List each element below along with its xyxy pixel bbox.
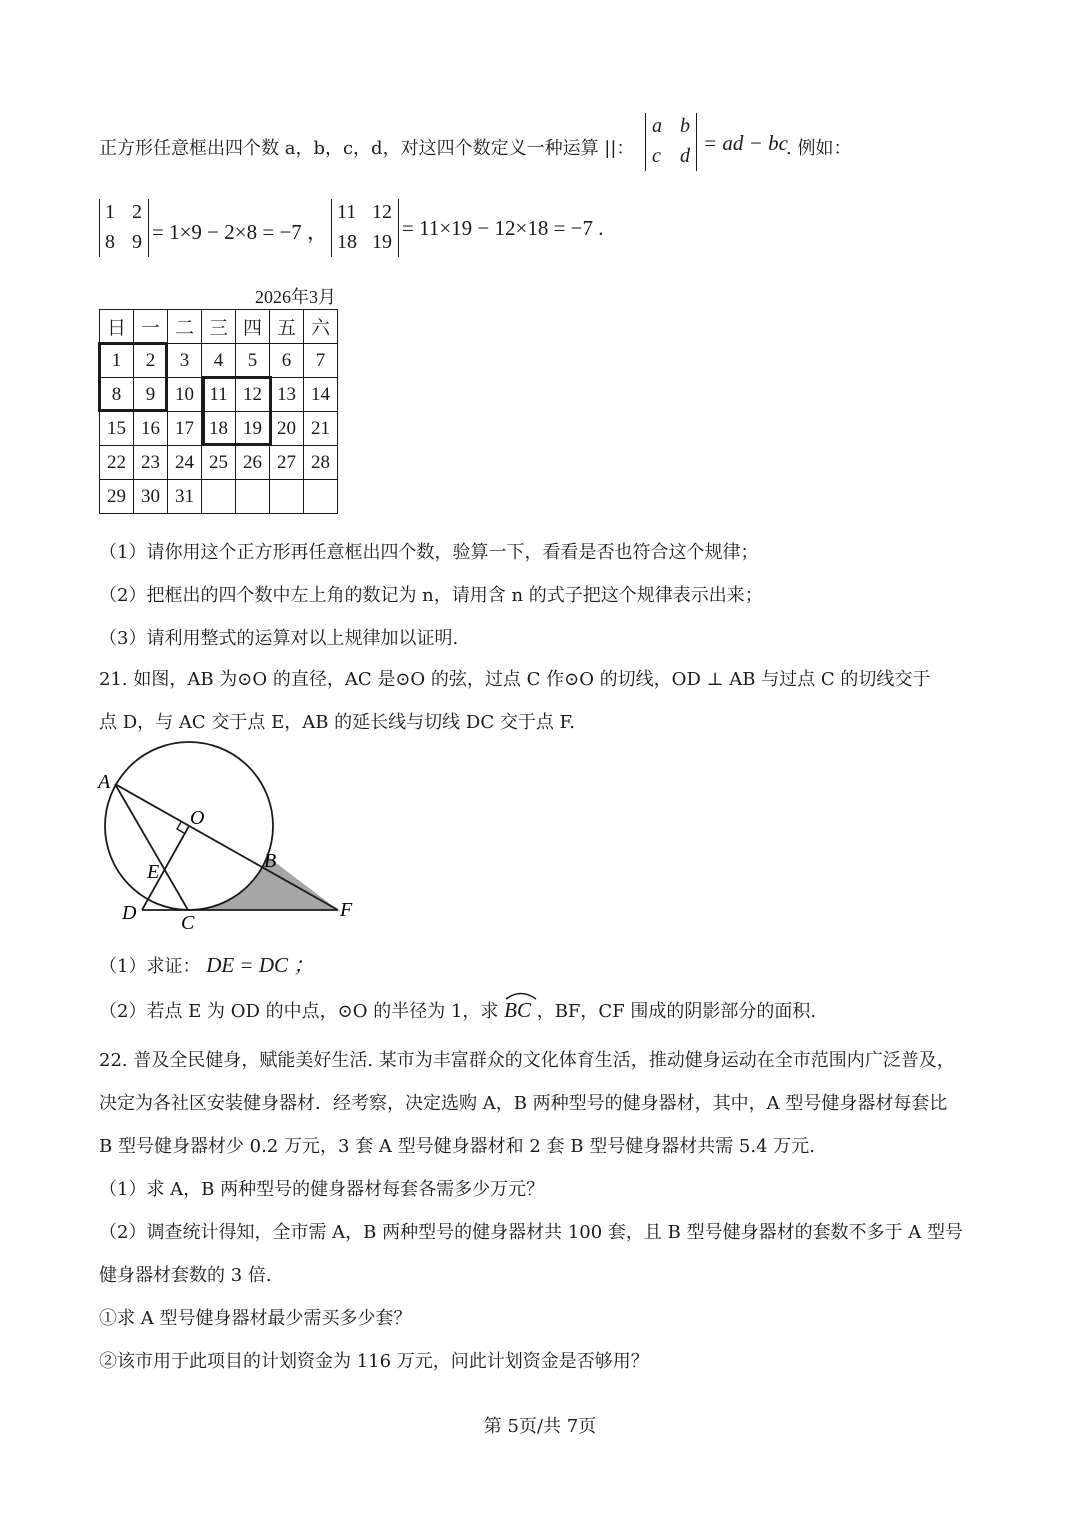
- calendar-cell: 30: [134, 480, 168, 514]
- calendar-header: 五: [270, 310, 304, 344]
- q21-line2: 点 D，与 AC 交于点 E，AB 的延长线与切线 DC 交于点 F.: [99, 712, 575, 733]
- example2-d: 19: [372, 231, 392, 253]
- q21-line1: 21. 如图，AB 为⊙O 的直径，AC 是⊙O 的弦，过点 C 作⊙O 的切线，OD ⊥ AB 与过点 C 的切线交于: [99, 669, 931, 690]
- calendar-cell: 8: [100, 378, 134, 412]
- q20-part1: （1）请你用这个正方形再任意框出四个数，验算一下，看看是否也符合这个规律；: [99, 542, 759, 563]
- calendar-cell: [236, 480, 270, 514]
- calendar-cell: 29: [100, 480, 134, 514]
- q22-part2-line2: 健身器材套数的 3 倍.: [99, 1265, 272, 1286]
- det-c: c: [652, 145, 661, 167]
- calendar-cell: 5: [236, 344, 270, 378]
- calendar-cell: 18: [202, 412, 236, 446]
- calendar-cell: 22: [100, 446, 134, 480]
- calendar-cell: [270, 480, 304, 514]
- calendar-row: [100, 446, 338, 480]
- det-d: d: [680, 145, 690, 167]
- calendar-header: 三: [202, 310, 236, 344]
- det-a: a: [652, 115, 662, 137]
- calendar-cell: 14: [304, 378, 338, 412]
- calendar-cell: 31: [168, 480, 202, 514]
- example2-result: = 11×19 − 12×18 = −7 .: [402, 216, 604, 240]
- q20-part3: （3）请利用整式的运算对以上规律加以证明.: [99, 628, 459, 649]
- calendar-cell: 3: [168, 344, 202, 378]
- example2-c: 18: [337, 231, 357, 253]
- example2-a: 11: [337, 201, 357, 223]
- definition-result: = ad − bc: [703, 131, 788, 155]
- calendar-cell: 11: [202, 378, 236, 412]
- calendar-cell: 19: [236, 412, 270, 446]
- example-label: . 例如：: [786, 138, 852, 159]
- right-angle-mark: [177, 822, 184, 833]
- q22-line3: B 型号健身器材少 0.2 万元，3 套 A 型号健身器材和 2 套 B 型号健身器材共需 5.4 万元.: [99, 1136, 815, 1157]
- label-d: D: [122, 902, 137, 924]
- calendar-cell: 26: [236, 446, 270, 480]
- example2-b: 12: [372, 201, 392, 223]
- page-number: 第 5页/共 7页: [483, 1416, 597, 1437]
- calendar-cell: 20: [270, 412, 304, 446]
- calendar-cell: 15: [100, 412, 134, 446]
- q21-part1-equation: DE = DC ；: [206, 953, 315, 977]
- label-e: E: [147, 861, 160, 883]
- calendar-cell: 17: [168, 412, 202, 446]
- arc-bc-label: BC: [504, 998, 531, 1022]
- calendar-cell: 2: [134, 344, 168, 378]
- label-a: A: [98, 771, 111, 793]
- example1-determinant: [99, 199, 149, 257]
- q22-part1: （1）求 A，B 两种型号的健身器材每套各需多少万元？: [99, 1179, 545, 1200]
- calendar-cell: 1: [100, 344, 134, 378]
- q22-part2-line1: （2）调查统计得知，全市需 A，B 两种型号的健身器材共 100 套，且 B 型号健身器材的套数不多于 A 型号: [99, 1222, 964, 1243]
- example2-determinant: [331, 199, 399, 257]
- calendar-cell: 25: [202, 446, 236, 480]
- intro-line1: 正方形任意框出四个数 a，b，c，d，对这四个数定义一种运算 ||：: [99, 138, 635, 159]
- calendar-cell: 7: [304, 344, 338, 378]
- label-o: O: [190, 807, 205, 829]
- q20-part2: （2）把框出的四个数中左上角的数记为 n，请用含 n 的式子把这个规律表示出来；: [99, 585, 763, 606]
- calendar-cell: 21: [304, 412, 338, 446]
- calendar-cell: 27: [270, 446, 304, 480]
- example1-b: 2: [132, 201, 142, 223]
- example1-c: 8: [105, 231, 115, 253]
- calendar-header: 一: [134, 310, 168, 344]
- calendar-cell: 23: [134, 446, 168, 480]
- label-b: B: [264, 850, 277, 872]
- q21-part2-suffix: ，BF，CF 围成的阴影部分的面积.: [536, 1001, 817, 1022]
- q22-line2: 决定为各社区安装健身器材．经考察，决定选购 A，B 两种型号的健身器材，其中，A 型号健身器材每套比: [99, 1093, 948, 1114]
- label-c: C: [181, 912, 195, 934]
- q21-part2: [99, 997, 816, 1023]
- calendar-row: [100, 480, 338, 514]
- determinant-definition: [645, 113, 697, 171]
- calendar-header: 六: [304, 310, 338, 344]
- q22-line1: 22. 普及全民健身，赋能美好生活. 某市为丰富群众的文化体育生活，推动健身运动在全市范围内广泛普及，: [99, 1050, 955, 1071]
- calendar-header-row: [100, 310, 338, 344]
- calendar-selection-box-2: [202, 376, 272, 446]
- calendar-title: 2026年3月: [255, 287, 336, 307]
- calendar-header: 四: [236, 310, 270, 344]
- calendar-cell: 28: [304, 446, 338, 480]
- calendar-cell: 16: [134, 412, 168, 446]
- calendar-cell: 13: [270, 378, 304, 412]
- calendar-cell: [304, 480, 338, 514]
- calendar-cell: 12: [236, 378, 270, 412]
- calendar-cell: 10: [168, 378, 202, 412]
- arc-bc: [504, 998, 531, 1023]
- calendar-header: 日: [100, 310, 134, 344]
- calendar-cell: 6: [270, 344, 304, 378]
- q22-sub2: ②该市用于此项目的计划资金为 116 万元，问此计划资金是否够用？: [99, 1351, 649, 1372]
- example1-a: 1: [105, 201, 115, 223]
- calendar-header: 二: [168, 310, 202, 344]
- geometry-figure: [92, 735, 367, 935]
- q21-part1: [99, 949, 314, 979]
- det-b: b: [680, 115, 690, 137]
- arc-mark-icon: [504, 990, 538, 1000]
- label-f: F: [340, 899, 353, 921]
- calendar-selection-box-1: [98, 342, 168, 412]
- example1-result: = 1×9 − 2×8 = −7 ，: [152, 220, 329, 244]
- q21-part2-prefix: （2）若点 E 为 OD 的中点，⊙O 的半径为 1，求: [99, 1001, 505, 1022]
- q22-sub1: ①求 A 型号健身器材最少需买多少套？: [99, 1308, 412, 1329]
- calendar-cell: 24: [168, 446, 202, 480]
- example1-d: 9: [132, 231, 142, 253]
- line-af: [115, 784, 338, 910]
- q21-part1-prefix: （1）求证：: [99, 956, 201, 977]
- calendar-cell: 4: [202, 344, 236, 378]
- calendar-cell: 9: [134, 378, 168, 412]
- calendar-cell: [202, 480, 236, 514]
